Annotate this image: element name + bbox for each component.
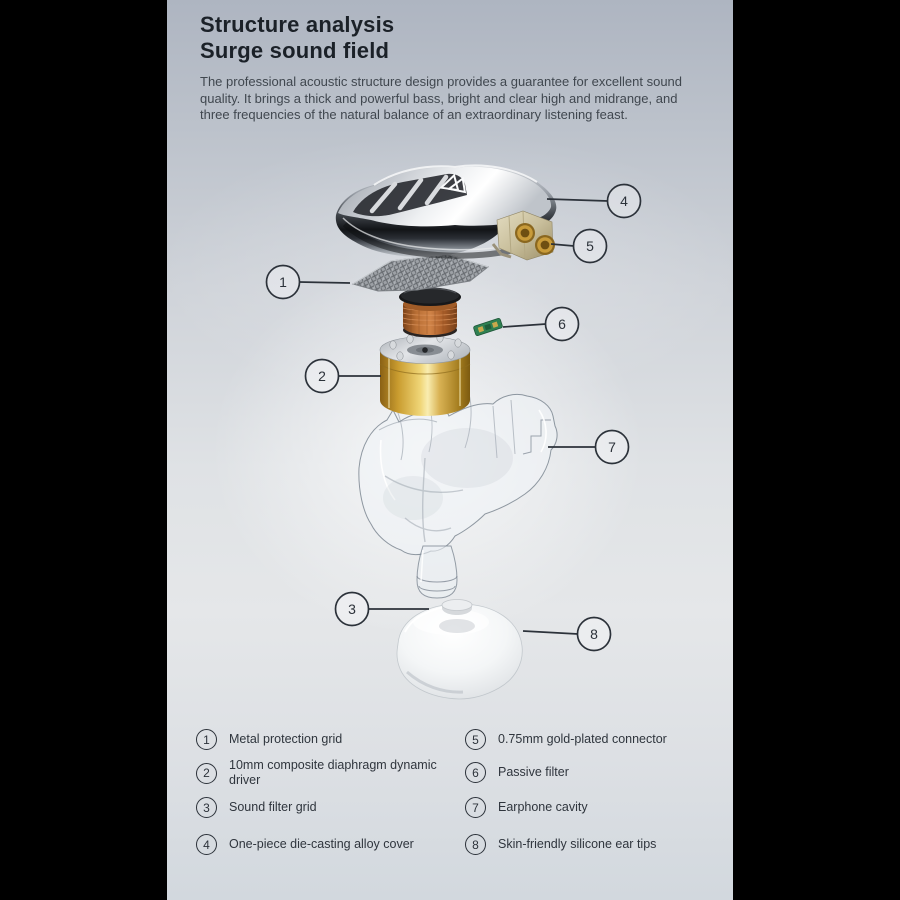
legend-label-6: Passive filter	[498, 765, 569, 779]
earphone-cavity-illustration	[359, 394, 557, 598]
legend-item-4	[196, 834, 414, 855]
sound-filter-illustration	[442, 600, 472, 616]
legend-label-2: 10mm composite diaphragm dynamic driver	[229, 758, 437, 787]
legend-num-6: 6	[465, 762, 486, 783]
description-text: The professional acoustic structure design provides a guarantee for excellent sound quality. It brings a thick and powerful bass, bright and clear high and midrange, and three frequencies of the natural balance of an extraordinary listening feast.	[200, 74, 683, 122]
callout-4	[547, 185, 641, 218]
callout-7	[548, 431, 629, 464]
title-line-1: Structure analysis	[200, 12, 395, 37]
legend-item-5	[465, 729, 667, 750]
callout-8	[523, 618, 611, 651]
legend-item-2	[196, 758, 443, 788]
legend-num-4: 4	[196, 834, 217, 855]
legend-label-3: Sound filter grid	[229, 800, 317, 814]
legend-num-2: 2	[196, 763, 217, 784]
legend-label-7: Earphone cavity	[498, 800, 588, 814]
ear-tip-illustration	[397, 604, 522, 699]
svg-text:5: 5	[586, 238, 594, 254]
title-line-2: Surge sound field	[200, 38, 390, 63]
legend-item-3	[196, 797, 317, 818]
callout-2	[306, 360, 382, 393]
callout-1	[267, 266, 351, 299]
protection-grid-illustration	[353, 254, 488, 291]
legend-num-5: 5	[465, 729, 486, 750]
legend-item-1	[196, 729, 342, 750]
passive-filter-illustration	[473, 318, 503, 336]
callout-5	[551, 230, 607, 263]
svg-text:6: 6	[558, 316, 566, 332]
alloy-cover-illustration	[336, 165, 557, 260]
svg-text:7: 7	[608, 439, 616, 455]
legend-item-6	[465, 762, 569, 783]
legend-num-7: 7	[465, 797, 486, 818]
legend-num-3: 3	[196, 797, 217, 818]
legend-num-1: 1	[196, 729, 217, 750]
legend-item-7	[465, 797, 588, 818]
svg-text:8: 8	[590, 626, 598, 642]
legend-item-8	[465, 834, 656, 855]
exploded-view-diagram	[167, 158, 733, 720]
product-infographic-panel	[167, 0, 733, 900]
legend-label-4: One-piece die-casting alloy cover	[229, 837, 414, 851]
page-title	[200, 12, 394, 64]
svg-text:1: 1	[279, 274, 287, 290]
legend-label-5: 0.75mm gold-plated connector	[498, 732, 667, 746]
svg-text:4: 4	[620, 193, 628, 209]
voice-coil-illustration	[399, 288, 461, 338]
callout-6	[503, 308, 579, 341]
legend-num-8: 8	[465, 834, 486, 855]
svg-text:2: 2	[318, 368, 326, 384]
svg-text:3: 3	[348, 601, 356, 617]
legend-label-1: Metal protection grid	[229, 732, 343, 746]
legend-label-8: Skin-friendly silicone ear tips	[498, 837, 657, 851]
dynamic-driver-illustration	[380, 334, 470, 416]
